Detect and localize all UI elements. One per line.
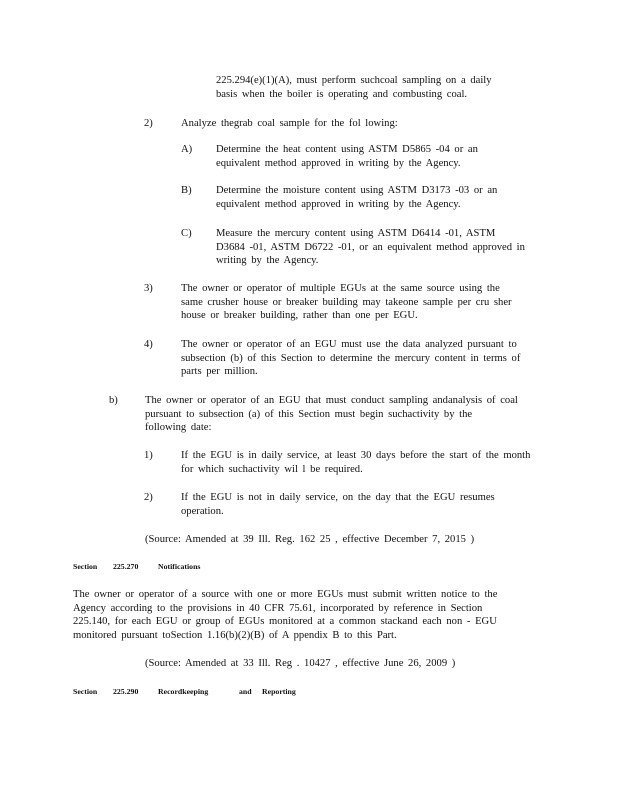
section-word: Section xyxy=(73,687,98,696)
subsection-b-label: b) xyxy=(109,395,118,406)
section-title-part-3: Reporting xyxy=(262,687,296,696)
b-item-1-label: 1) xyxy=(144,450,153,461)
sub-a-label: A) xyxy=(181,144,193,155)
sub-b-text: Determine the moisture content using ASTM D3173 -03 or an equivalent method approved in writing by the Agency. xyxy=(216,185,498,210)
section-number: 225.270 xyxy=(113,562,139,571)
sub-c-label: C) xyxy=(181,228,192,239)
source-note-1: (Source: Amended at 39 Ill. Reg. 162 25 , effective December 7, 2015 ) xyxy=(145,534,475,545)
section-225-290-heading xyxy=(73,687,333,697)
section-225-270-heading xyxy=(73,562,273,572)
item-2-label: 2) xyxy=(144,118,153,129)
section-number: 225.290 xyxy=(113,687,139,696)
source-note-2: (Source: Amended at 33 Ill. Reg . 10427 , effective June 26, 2009 ) xyxy=(145,658,456,669)
item-4-label: 4) xyxy=(144,339,153,350)
item-2-text: Analyze thegrab coal sample for the fol lowing: xyxy=(181,118,398,129)
section-title-part-1: Recordkeeping xyxy=(158,687,209,696)
section-title-part-2: and xyxy=(239,687,252,696)
sub-a-text: Determine the heat content using ASTM D5865 -04 or an equivalent method approved in writing by the Agency. xyxy=(216,144,478,169)
item-3-label: 3) xyxy=(144,283,153,294)
section-word: Section xyxy=(73,562,98,571)
b-item-2-text: If the EGU is not in daily service, on the day that the EGU resumes operation. xyxy=(181,492,495,517)
sub-b-label: B) xyxy=(181,185,192,196)
item-4-text: The owner or operator of an EGU must use the data analyzed pursuant to subsection (b) of this Section to determine the mercury content in terms of parts per million. xyxy=(181,339,521,378)
b-item-2-label: 2) xyxy=(144,492,153,503)
item-3-text: The owner or operator of multiple EGUs at the same source using the same crusher house or breaker building may takeone sample per cru sher house or breaker building, rather than one per EGU. xyxy=(181,283,512,322)
b-item-1-text: If the EGU is in daily service, at least 30 days before the start of the month for which suchactivity wil l be required. xyxy=(181,450,531,475)
subsection-b-text: The owner or operator of an EGU that must conduct sampling andanalysis of coal pursuant to subsection (a) of this Section must begin suchactivity by the following date: xyxy=(145,395,518,434)
sub-c-text: Measure the mercury content using ASTM D6414 -01, ASTM D3684 -01, ASTM D6722 -01, or an equivalent method approved in writing by the Agency. xyxy=(216,228,525,267)
paragraph-a1-continued: 225.294(e)(1)(A), must perform suchcoal sampling on a daily basis when the boiler is operating and combusting coal. xyxy=(216,75,492,100)
section-title: Notifications xyxy=(158,562,201,571)
section-225-270-text: The owner or operator of a source with one or more EGUs must submit written notice to the Agency according to the provisions in 40 CFR 75.61, incorporated by reference in Section 225.140, for each EGU or group of EGUs monitored at a common stackand each non - EGU monitored pursuant toSection 1.16(b)(2)(B) of A ppendix B to this Part. xyxy=(73,589,498,641)
